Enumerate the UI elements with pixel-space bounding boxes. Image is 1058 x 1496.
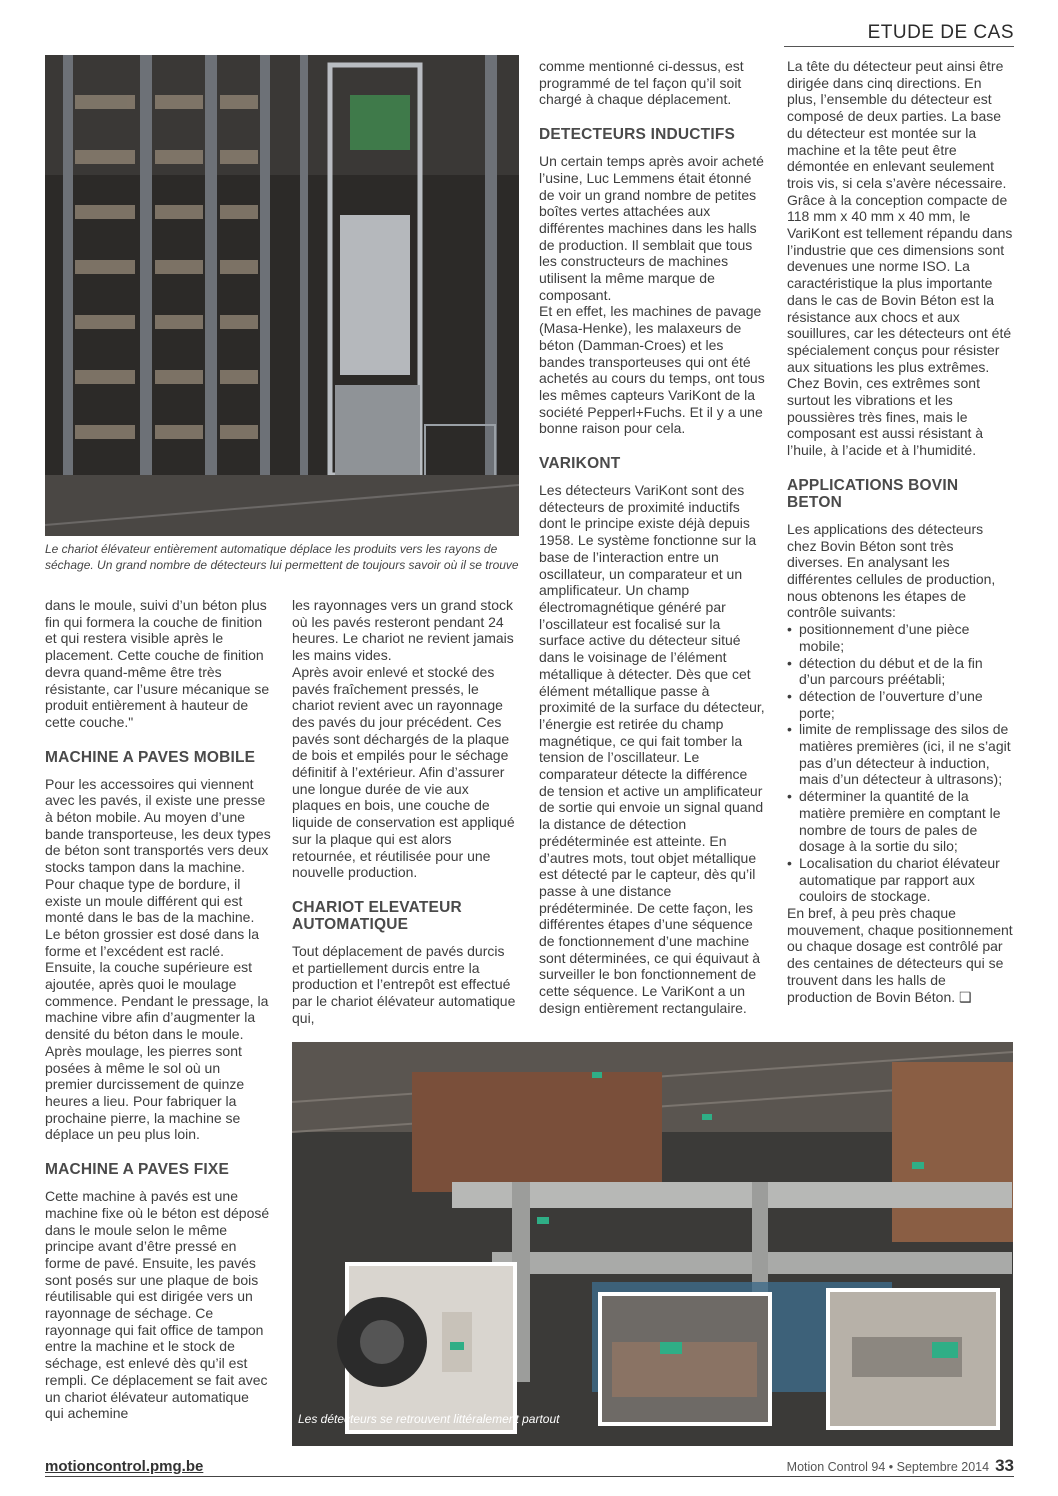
control-steps-list	[787, 621, 1013, 905]
bottom-photo-caption: Les détecteurs se retrouvent littéralement partout	[298, 1412, 560, 1426]
col3-paragraph-1: comme mentionné ci-dessus, est programmé de tel façon qu’il soit chargé à chaque déplacement.	[539, 58, 744, 108]
col4-paragraph-2: Grâce à la conception compacte de 118 mm x 40 mm x 40 mm, le VariKont est tellement répandu dans l’industrie que ces dimensions sont devenues une norme ISO. La caractéristique la plus importante dans le cas de Bovin Béton est la résistance aux chocs et aux souillures, car les détecteurs ont été spécialement conçus pour résister aux situations les plus extrêmes. Chez Bovin, ces extrêmes sont surtout les vibrations et les poussières très fines, mais le composant est aussi résistant à l’huile, à l’acide et à l’humidité.	[787, 191, 1013, 459]
col2-paragraph-2: Après avoir enlevé et stocké des pavés fraîchement pressés, le chariot revient avec un rayonnage des pavés du jour précédent. Ces pavés sont déchargés de la plaque de bois et empilés pour le séchage définitif à l’extérieur. Afin d’assurer une longue durée de vie aux plaques en bois, une couche de liquide de conservation est appliqué sur la plaque qui est alors retournée, et réutilisée pour une nouvelle production.	[292, 663, 515, 881]
col1-paragraph-3: Après moulage, les pierres sont posées à même le sol où un premier durcissement de quinze heures a lieu. Pour fabriquer la prochaine pierre, la machine se déplace un peu plus loin.	[45, 1042, 245, 1143]
detectors-photo	[292, 1042, 1013, 1446]
col3-paragraph-4: Les détecteurs VariKont sont des détecteurs de proximité inductifs dont le principe existe déjà depuis 1958. Le système fonctionne sur la base de l’interaction entre un oscillateur, un comparateur et un amplificateur. Un champ électromagnétique généré par l’oscillateur est focalisé sur la surface active du détecteur situé dans le voisinage de l’élément métallique à détecter. Dès que cet élément métallique passe à proximité de la surface du détecteur, l’énergie est retirée du champ magnétique, ce qui fait tomber la tension de l’oscillateur. Le comparateur détecte la différence de tension et active un amplificateur de sortie qui envoie un signal quand la distance de détection prédéterminée est atteinte. En d’autres mots, tout objet métallique est détecté par le capteur, dès qu’il passe à une distance prédéterminée. De cette façon, les différentes étapes d’une séquence de fonctionnement d’une machine sont déterminées, ce qui équivaut à surveiller le bon fonctionnement de cette séquence. Le VariKont a un design entièrement rectangulaire.	[539, 482, 765, 1016]
column-2	[292, 597, 518, 1026]
col4-paragraph-4: En bref, à peu près chaque mouvement, chaque positionnement ou chaque dosage est contrôlé par des centaines de détecteurs qui se trouvent dans les halls de production de Bovin Béton. ❑	[787, 905, 1013, 1005]
warehouse-photo	[45, 55, 519, 536]
col1-paragraph-4: Cette machine à pavés est une machine fixe où le béton est déposé dans le moule selon le même principe avant d’être pressé en forme de pavé. Ensuite, les pavés sont posés sur une plaque de bois réutilisable qui est dirigée vers un rayonnage de séchage. Ce rayonnage qui fait office de tampon entre la machine et le stock de séchage, est enlevé dès qu’il est rempli. Ce déplacement se fait avec un chariot élévateur automatique qui achemine	[45, 1188, 270, 1422]
column-1	[45, 597, 271, 1422]
top-photo-caption: Le chariot élévateur entièrement automatique déplace les produits vers les rayons de séchage. Un grand nombre de détecteurs lui permettent de toujours savoir où il se trouve	[45, 542, 519, 572]
col3-paragraph-2: Un certain temps après avoir acheté l’usine, Luc Lemmens était étonné de voir un grand nombre de petites boîtes vertes attachées aux différentes machines dans les halls de production. Il semblait que tous les constructeurs de machines utilisent la même marque de composant.	[539, 153, 764, 303]
section-rule	[784, 46, 1014, 47]
list-item: • détection de l’ouverture d’une porte;	[787, 688, 1013, 721]
list-item: • déterminer la quantité de la matière première en comptant le nombre de tours de pales de dosage à la sortie du silo;	[787, 788, 1013, 855]
list-item: • limite de remplissage des silos de matières premières (ici, il ne s’agit pas d’un détecteur à induction, mais d’un détecteur à ultrasons);	[787, 721, 1013, 788]
issue-label: Motion Control 94 • Septembre 2014	[786, 1460, 990, 1474]
list-item: • Localisation du chariot élévateur automatique par rapport aux couloirs de stockage.	[787, 855, 1013, 905]
section-tag: ETUDE DE CAS	[867, 22, 1014, 43]
col2-paragraph-3: Tout déplacement de pavés durcis et partiellement durcis entre la production et l’entrepôt est effectué par le chariot élévateur automatique qui,	[292, 942, 516, 1026]
heading-machine-paves-fixe: MACHINE A PAVES FIXE	[45, 1161, 229, 1179]
page-number: 33	[995, 1456, 1014, 1475]
col1-paragraph-1: dans le moule, suivi d’un béton plus fin qui formera la couche de finition et qui restera visible après le placement. Cette couche de finition devra quand-même être très résistante, car l’usure mécanique se produit entièrement à hauteur de cette couche."	[45, 597, 270, 730]
list-item: • détection du début et de la fin d’un parcours préétabli;	[787, 655, 1013, 688]
col3-paragraph-3: Et en effet, les machines de pavage (Masa-Henke), les malaxeurs de béton (Damman-Croes) et les bandes transporteuses qui ont été achetés au cours du temps, ont tous les mêmes capteurs VariKont de la société Pepperl+Fuchs. Et il y a une bonne raison pour cela.	[539, 303, 765, 437]
website-link[interactable]: motioncontrol.pmg.be	[45, 1458, 204, 1475]
column-4	[787, 58, 1013, 1005]
heading-detecteurs-inductifs: DETECTEURS INDUCTIFS	[539, 126, 736, 144]
list-item: • positionnement d’une pièce mobile;	[787, 621, 1013, 654]
heading-chariot-elevateur: CHARIOT ELEVATEUR AUTOMATIQUE	[292, 898, 462, 933]
issue-info	[787, 1456, 1014, 1476]
footer-rule	[45, 1476, 1014, 1477]
col4-paragraph-3: Les applications des détecteurs chez Bovin Béton sont très diverses. En analysant les différentes cellules de production, nous obtenons les étapes de contrôle suivants:	[787, 520, 996, 621]
heading-varikont: VARIKONT	[539, 455, 621, 473]
col2-paragraph-1: les rayonnages vers un grand stock où les pavés resteront pendant 24 heures. Le chariot ne revient jamais les mains vides.	[292, 597, 514, 664]
col1-paragraph-2: Pour les accessoires qui viennent avec les pavés, il existe une presse à béton mobile. Au moyen d’une bande transporteuse, les deux types de béton sont transportés vers deux stocks tampon dans la machine. Pour chaque type de bordure, il existe un moule différent qui est monté dans le bas de la machine. Le béton grossier est dosé dans la forme et l’excédent est raclé. Ensuite, la couche supérieure est ajoutée, après quoi le moulage commence. Pendant le pressage, la machine vibre afin d’augmenter la densité du béton dans le moule.	[45, 775, 271, 1043]
heading-machine-paves-mobile: MACHINE A PAVES MOBILE	[45, 748, 256, 766]
heading-applications-bovin: APPLICATIONS BOVIN BETON	[787, 476, 959, 511]
column-3	[539, 58, 765, 1017]
col4-paragraph-1: La tête du détecteur peut ainsi être dirigée dans cinq directions. En plus, l’ensemble du détecteur est composé de deux parties. La base du détecteur est montée sur la machine et la tête peut être démontée en enlevant seulement trois vis, si cela s’avère nécessaire.	[787, 58, 1007, 191]
